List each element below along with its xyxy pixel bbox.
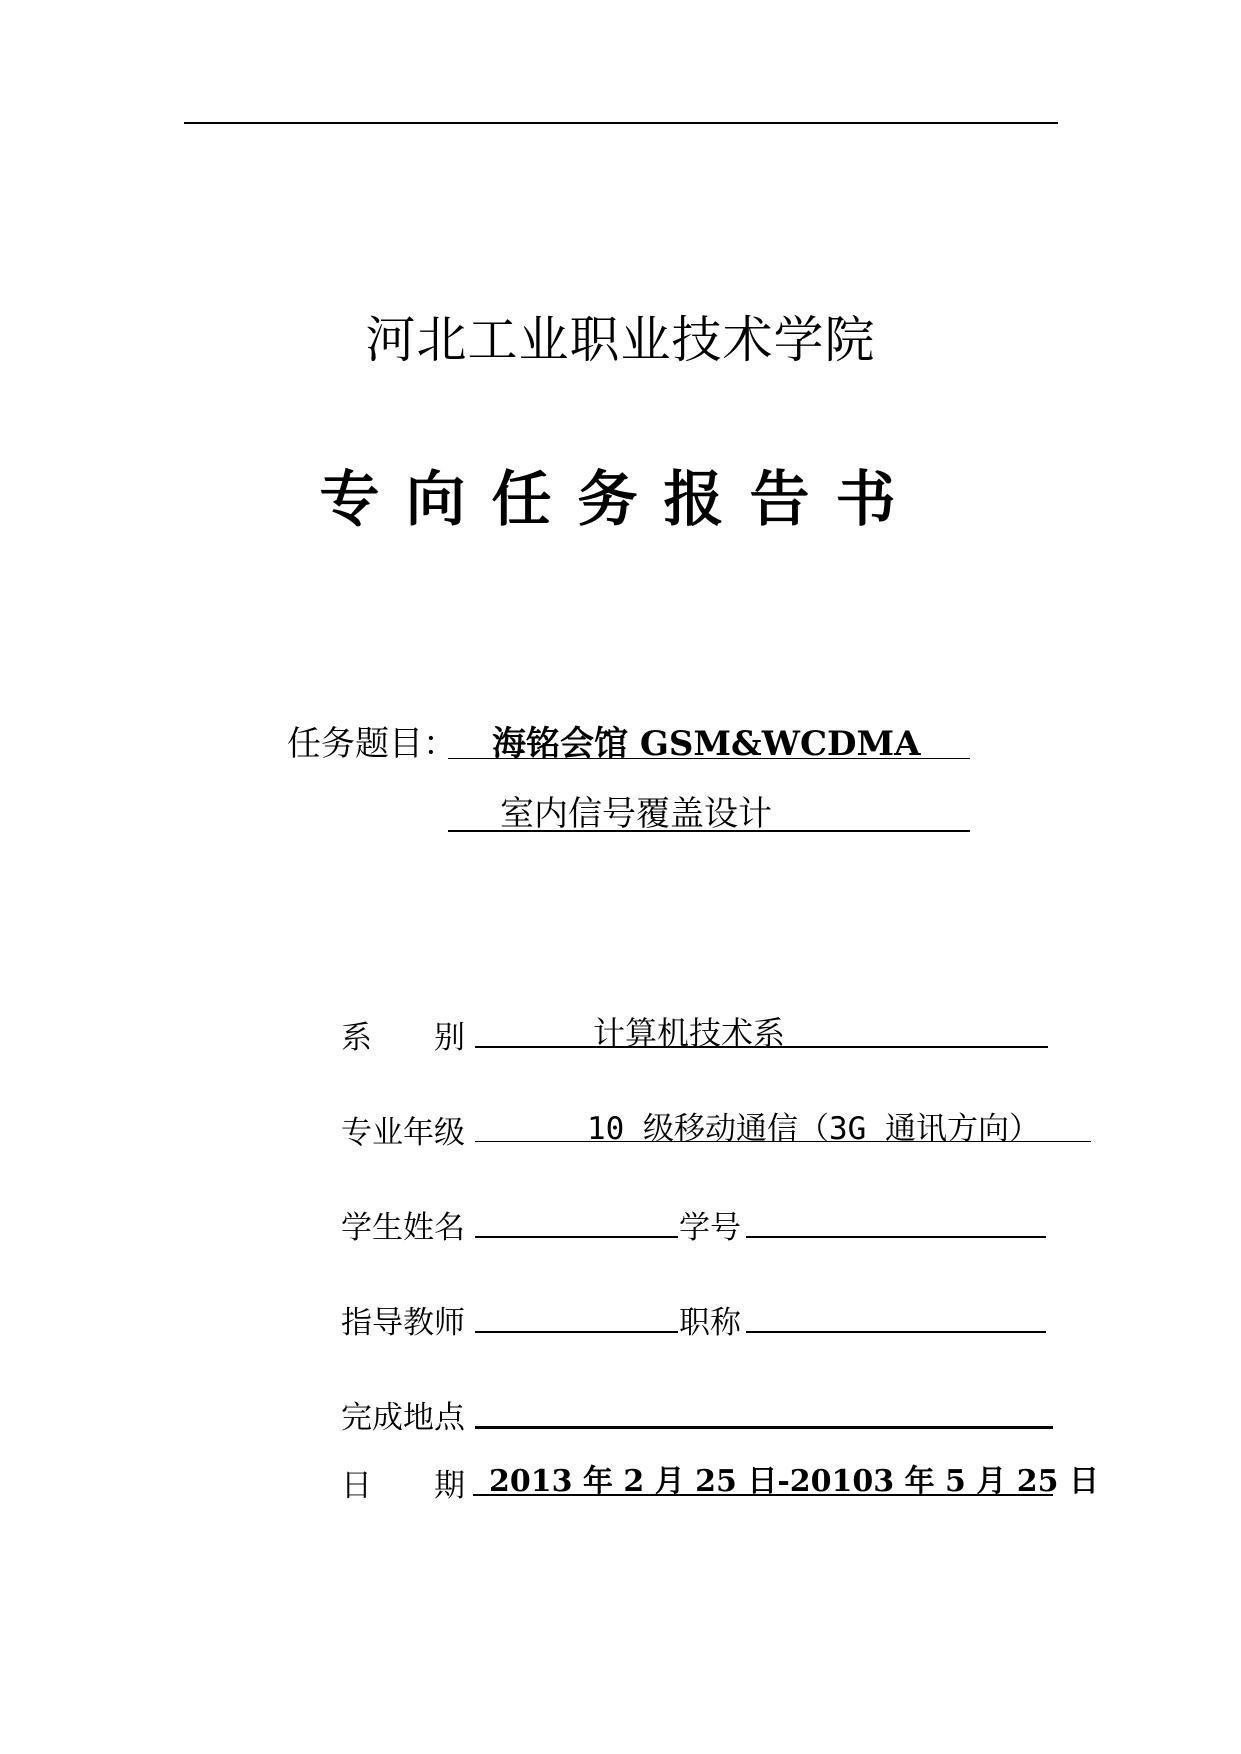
- document-title: 专向任务报告书: [319, 465, 922, 535]
- topic-value-line-1: 海铭会馆 GSM&WCDMA: [492, 724, 921, 764]
- date-label: 日 期: [341, 1468, 465, 1504]
- student-id-field: [746, 1198, 1046, 1238]
- date-field: [473, 1456, 1100, 1499]
- department-field: [475, 1008, 1048, 1052]
- topic-value-line-2: 室内信号覆盖设计: [500, 794, 772, 834]
- department-value: 计算机技术系: [593, 1014, 786, 1052]
- student-id-label: 学号: [679, 1210, 741, 1246]
- location-field: [475, 1388, 1053, 1429]
- student-name-label: 学生姓名: [341, 1210, 465, 1246]
- major-field: [475, 1103, 1091, 1147]
- location-label: 完成地点: [341, 1400, 465, 1436]
- title-label: 职称: [679, 1305, 741, 1341]
- topic-field-line-2: [448, 786, 970, 832]
- major-label: 专业年级: [341, 1115, 465, 1151]
- advisor-label: 指导教师: [341, 1305, 465, 1341]
- advisor-field: [475, 1293, 678, 1333]
- student-name-field: [475, 1198, 678, 1238]
- date-value: 2013 年 2 月 25 日-20103 年 5 月 25 日: [489, 1464, 1100, 1499]
- title-field: [746, 1293, 1046, 1333]
- topic-field-line-1: [448, 716, 970, 764]
- topic-label: 任务题目：: [287, 724, 457, 764]
- department-label: 系 别: [341, 1020, 465, 1056]
- school-name: 河北工业职业技术学院: [365, 311, 876, 369]
- header-rule: [184, 122, 1058, 124]
- major-value: 10 级移动通信（3G 通讯方向）: [587, 1111, 1040, 1147]
